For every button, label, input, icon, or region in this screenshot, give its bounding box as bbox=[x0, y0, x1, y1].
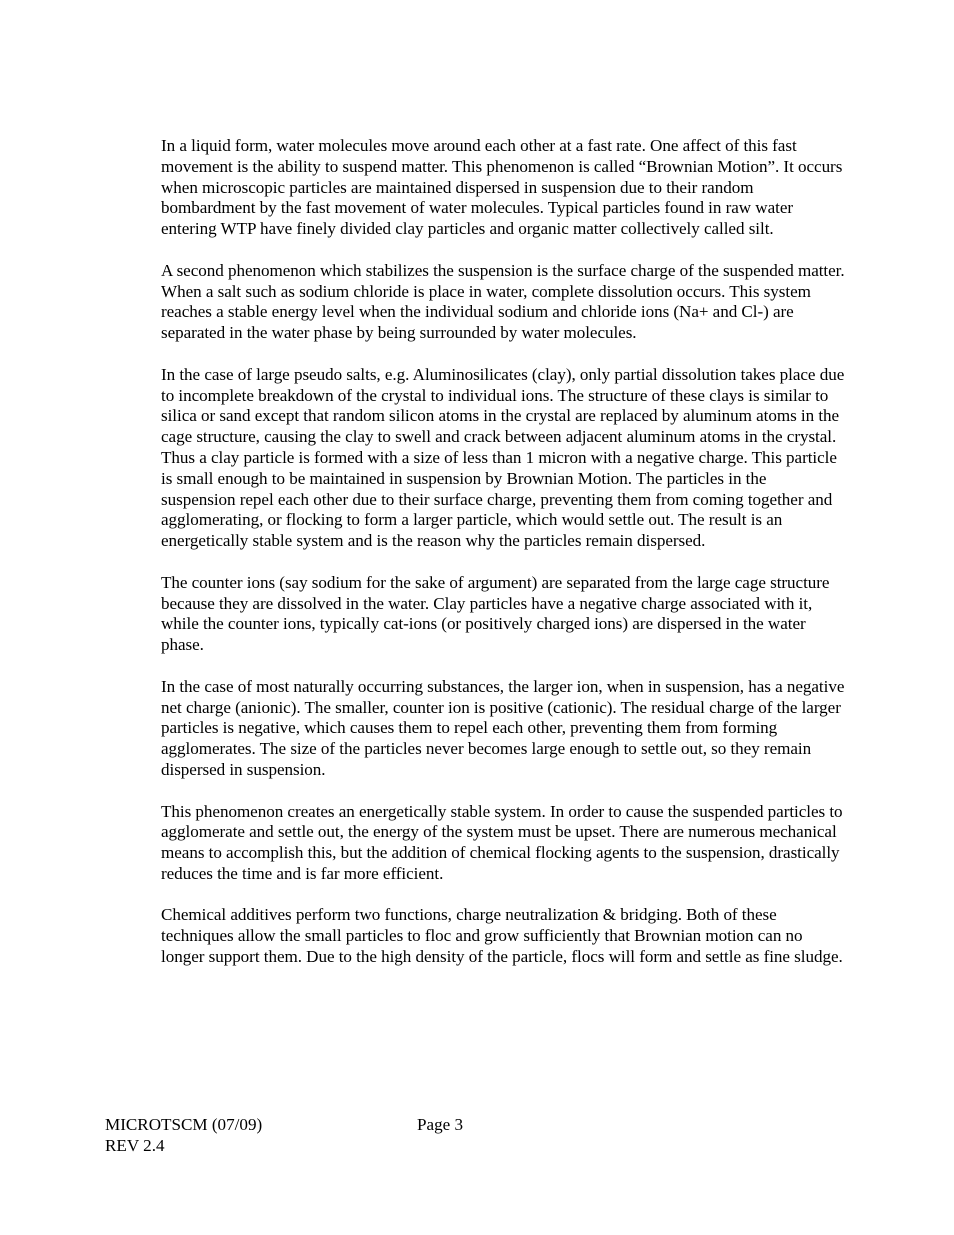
document-body bbox=[161, 136, 845, 989]
paragraph-pseudo-salts: In the case of large pseudo salts, e.g. Aluminosilicates (clay), only partial dissolution takes place due to incomplete breakdown of the crystal to individual ions. The structure of these clays is similar to silica or sand except that random silicon atoms in the crystal are replaced by aluminum atoms in the cage structure, causing the clay to swell and crack between adjacent aluminum atoms in the crystal. Thus a clay particle is formed with a size of less than 1 micron with a negative charge. This particle is small enough to be maintained in suspension by Brownian Motion. The particles in the suspension repel each other due to their surface charge, preventing them from coming together and agglomerating, or flocking to form a larger particle, which would settle out. The result is an energetically stable system and is the reason why the particles remain dispersed. bbox=[161, 364, 845, 551]
paragraph-chemical-additives: Chemical additives perform two functions, charge neutralization & bridging. Both of these techniques allow the small particles to floc and grow sufficiently that Brownian motion can no longer support them. Due to the high density of the particle, flocs will form and settle as fine sludge. bbox=[161, 905, 843, 967]
footer-page-number: Page 3 bbox=[417, 1115, 464, 1134]
paragraph-counter-ions: The counter ions (say sodium for the sake of argument) are separated from the large cage structure because they are dissolved in the water. Clay particles have a negative charge associated with it, while the counter ions, typically cat-ions (or positively charged ions) are dispersed in the water phase. bbox=[161, 572, 830, 655]
paragraph-brownian-motion: In a liquid form, water molecules move around each other at a fast rate. One affect of this fast movement is the ability to suspend matter. This phenomenon is called “Brownian Motion”. It occurs when microscopic particles are maintained dispersed in suspension due to their random bombardment by the fast movement of water molecules. Typical particles found in raw water entering WTP have finely divided clay particles and organic matter collectively called silt. bbox=[161, 136, 843, 239]
paragraph-stable-system: This phenomenon creates an energetically stable system. In order to cause the suspended particles to agglomerate and settle out, the energy of the system must be upset. There are numerous mechanical means to accomplish this, but the addition of chemical flocking agents to the suspension, drastically reduces the time and is far more efficient. bbox=[161, 801, 843, 883]
footer-document-id: MICROTSCM (07/09) bbox=[105, 1115, 263, 1134]
paragraph-surface-charge: A second phenomenon which stabilizes the suspension is the surface charge of the suspended matter. When a salt such as sodium chloride is place in water, complete dissolution occurs. This system reaches a stable energy level when the individual sodium and chloride ions (Na+ and Cl-) are separated in the water phase by being surrounded by water molecules. bbox=[161, 260, 845, 343]
paragraph-natural-substances: In the case of most naturally occurring substances, the larger ion, when in suspension, has a negative net charge (anionic). The smaller, counter ion is positive (cationic). The residual charge of the larger particles is negative, which causes them to repel each other, preventing them from forming agglomerates. The size of the particles never becomes large enough to settle out, so they remain dispersed in suspension. bbox=[161, 676, 845, 779]
footer-revision: REV 2.4 bbox=[105, 1136, 165, 1155]
